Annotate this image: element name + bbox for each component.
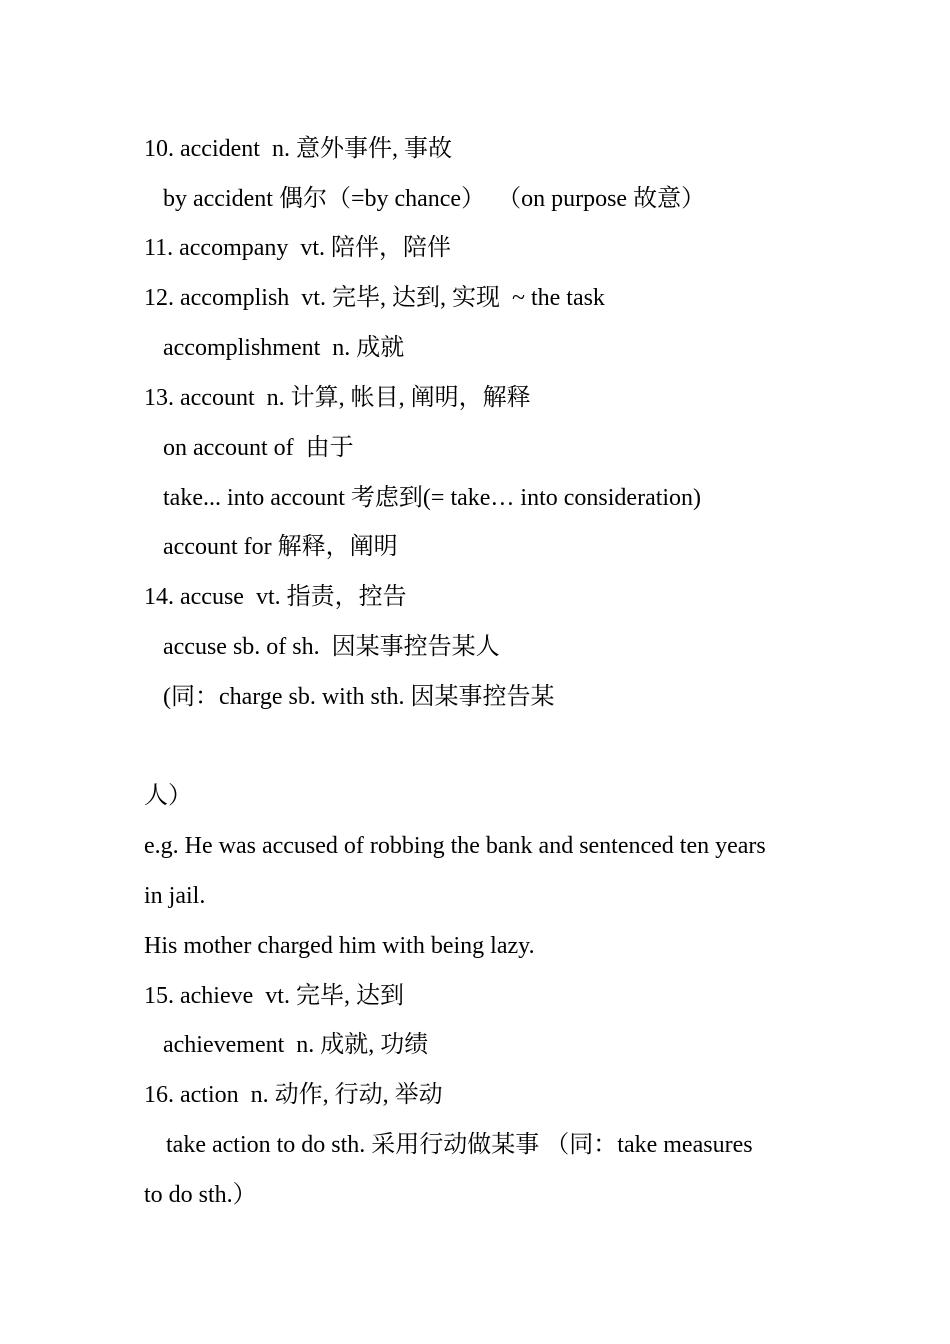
derivative-accomplishment: accomplishment n. 成就 (163, 335, 405, 361)
entry-12-accomplish: 12. accomplish vt. 完毕, 达到, 实现 ~ the task (144, 285, 605, 311)
phrase-take-action: take action to do sth. 采用行动做某事 （同：take measures (166, 1132, 753, 1158)
entry-16-action: 16. action n. 动作, 行动, 举动 (144, 1082, 443, 1108)
phrase-take-action-continuation: to do sth.） (144, 1182, 257, 1208)
entry-15-achieve: 15. achieve vt. 完毕, 达到 (144, 983, 404, 1009)
phrase-by-accident: by accident 偶尔（=by chance） （on purpose 故意） (163, 186, 706, 212)
entry-14-accuse: 14. accuse vt. 指责，控告 (144, 584, 407, 610)
phrase-accuse-sb-of: accuse sb. of sh. 因某事控告某人 (163, 634, 500, 660)
entry-13-account: 13. account n. 计算, 帐目, 阐明，解释 (144, 385, 531, 411)
example-sentence-2: His mother charged him with being lazy. (144, 933, 535, 959)
example-sentence-1: e.g. He was accused of robbing the bank and sentenced ten years (144, 833, 766, 859)
example-sentence-1-continuation: in jail. (144, 883, 206, 909)
entry-11-accompany: 11. accompany vt. 陪伴，陪伴 (144, 235, 452, 261)
synonym-charge-sb-with: (同：charge sb. with sth. 因某事控告某 (163, 684, 555, 710)
phrase-account-for: account for 解释，阐明 (163, 534, 398, 560)
entry-10-accident: 10. accident n. 意外事件, 事故 (144, 136, 452, 162)
phrase-take-into-account: take... into account 考虑到(= take… into consideration) (163, 485, 702, 511)
synonym-continuation: 人） (144, 783, 192, 809)
derivative-achievement: achievement n. 成就, 功绩 (163, 1032, 429, 1058)
phrase-on-account-of: on account of 由于 (163, 435, 354, 461)
